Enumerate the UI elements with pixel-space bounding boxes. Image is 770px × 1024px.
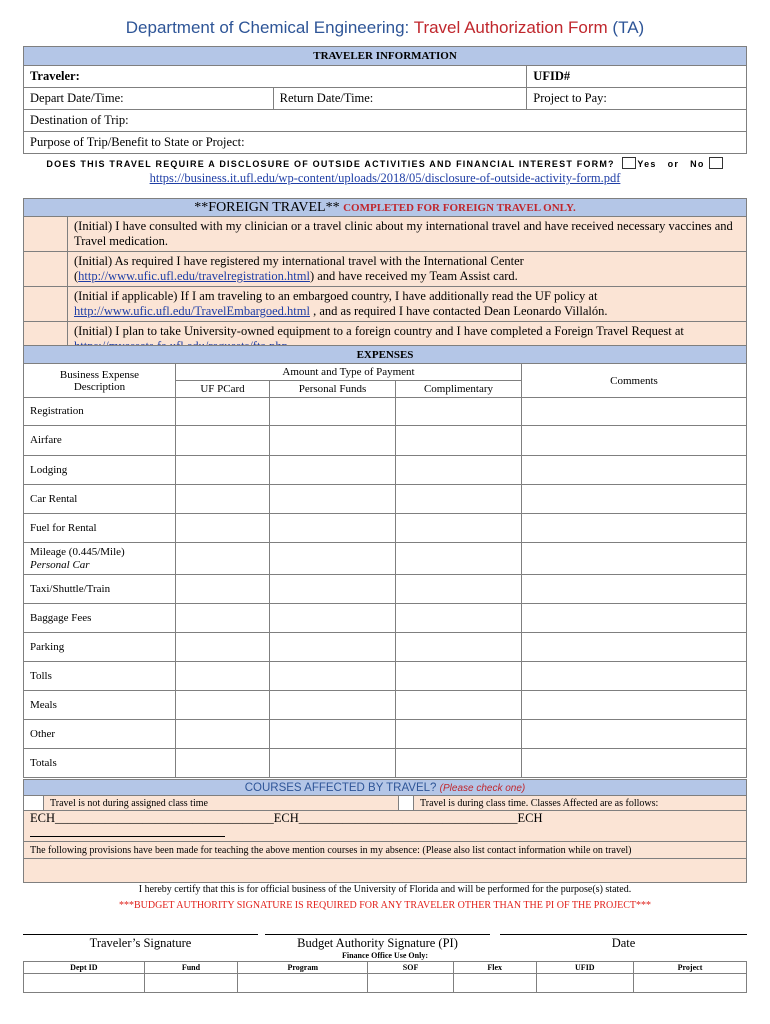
- expense-row: [24, 514, 747, 543]
- personal-cell[interactable]: [270, 398, 396, 426]
- expense-row: [24, 426, 747, 456]
- disclosure-no-label: No: [690, 159, 705, 169]
- finance-value-cell[interactable]: [368, 973, 453, 992]
- expense-row: [24, 485, 747, 514]
- finance-col-fund: Fund: [144, 961, 237, 973]
- traveler-signature-label: Traveler’s Signature: [89, 936, 192, 950]
- pcard-cell[interactable]: [176, 662, 270, 691]
- disclosure-or: or: [667, 159, 680, 169]
- personal-cell[interactable]: [270, 691, 396, 720]
- comments-cell[interactable]: [522, 514, 747, 543]
- disclosure-link[interactable]: https://business.it.ufl.edu/wp-content/uploads/2018/05/disclosure-of-outside-activity-form.pdf: [149, 171, 621, 185]
- comments-cell[interactable]: [522, 662, 747, 691]
- comments-cell[interactable]: [522, 749, 747, 778]
- comp-cell[interactable]: [396, 749, 522, 778]
- finance-value-cell[interactable]: [24, 973, 145, 992]
- during-label: Travel is during class time. Classes Affected are as follows:: [414, 796, 747, 811]
- budget-signature-label: Budget Authority Signature (PI): [297, 936, 458, 950]
- not-during-label: Travel is not during assigned class time: [44, 796, 399, 811]
- finance-value-cell[interactable]: [634, 973, 747, 992]
- personal-cell[interactable]: [270, 633, 396, 662]
- finance-col-flex: Flex: [453, 961, 536, 973]
- personal-cell[interactable]: [270, 662, 396, 691]
- expense-label: Mileage (0.445/Mile) Personal Car: [24, 543, 176, 575]
- pcard-cell[interactable]: [176, 691, 270, 720]
- col-comp: Complimentary: [396, 381, 522, 398]
- personal-cell[interactable]: [270, 720, 396, 749]
- expense-label: Car Rental: [24, 485, 176, 514]
- comments-cell[interactable]: [522, 604, 747, 633]
- expense-row: [24, 720, 747, 749]
- comp-cell[interactable]: [396, 633, 522, 662]
- comp-cell[interactable]: [396, 426, 522, 456]
- finance-value-cell[interactable]: [536, 973, 633, 992]
- traveler-info-table: [23, 46, 747, 154]
- personal-cell[interactable]: [270, 749, 396, 778]
- expense-label: Lodging: [24, 456, 176, 485]
- comp-cell[interactable]: [396, 720, 522, 749]
- courses-table: [23, 779, 747, 883]
- foreign-item-3: (Initial if applicable) If I am traveling to an embargoed country, I have additionally read the UF policy at http://www.ufic.ufl.edu/TravelEmbargoed.html , and as required I have contacted Dean Leonardo Villalón.: [68, 287, 747, 322]
- comments-cell[interactable]: [522, 485, 747, 514]
- courses-header: COURSES AFFECTED BY TRAVEL? (Please check one): [24, 780, 747, 796]
- expense-row: [24, 749, 747, 778]
- ufic-registration-link[interactable]: http://www.ufic.ufl.edu/travelregistration.html: [78, 269, 310, 283]
- expense-label: Fuel for Rental: [24, 514, 176, 543]
- pcard-cell[interactable]: [176, 514, 270, 543]
- expense-row: [24, 604, 747, 633]
- comments-cell[interactable]: [522, 575, 747, 604]
- finance-value-cell[interactable]: [453, 973, 536, 992]
- traveler-signature-line[interactable]: [23, 934, 258, 935]
- pcard-cell[interactable]: [176, 720, 270, 749]
- finance-value-cell[interactable]: [238, 973, 368, 992]
- title-abbr: (TA): [612, 18, 645, 37]
- comments-cell[interactable]: [522, 456, 747, 485]
- personal-cell[interactable]: [270, 543, 396, 575]
- pcard-cell[interactable]: [176, 543, 270, 575]
- finance-col-program: Program: [238, 961, 368, 973]
- comp-cell[interactable]: [396, 514, 522, 543]
- budget-warning: ***BUDGET AUTHORITY SIGNATURE IS REQUIRED FOR ANY TRAVELER OTHER THAN THE PI OF THE PROJECT***: [118, 900, 652, 911]
- personal-cell[interactable]: [270, 426, 396, 456]
- expense-label: Other: [24, 720, 176, 749]
- col-pcard: UF PCard: [176, 381, 270, 398]
- comments-cell[interactable]: [522, 691, 747, 720]
- return-field[interactable]: Return Date/Time:: [273, 88, 527, 110]
- comp-cell[interactable]: [396, 456, 522, 485]
- expense-row: [24, 633, 747, 662]
- project-field[interactable]: Project to Pay:: [527, 88, 747, 110]
- finance-col-project: Project: [634, 961, 747, 973]
- destination-field[interactable]: Destination of Trip:: [24, 110, 747, 132]
- purpose-field[interactable]: Purpose of Trip/Benefit to State or Project:: [24, 132, 747, 154]
- personal-cell[interactable]: [270, 604, 396, 633]
- pcard-cell[interactable]: [176, 426, 270, 456]
- expense-label: Totals: [24, 749, 176, 778]
- during-checkbox[interactable]: [399, 796, 414, 811]
- expense-row: [24, 691, 747, 720]
- not-during-checkbox[interactable]: [24, 796, 44, 811]
- comp-cell[interactable]: [396, 485, 522, 514]
- personal-cell[interactable]: [270, 456, 396, 485]
- comments-cell[interactable]: [522, 426, 747, 456]
- comments-cell[interactable]: [522, 720, 747, 749]
- expense-row: [24, 662, 747, 691]
- col-personal: Personal Funds: [270, 381, 396, 398]
- form-title: [0, 18, 770, 38]
- foreign-item-2: (Initial) As required I have registered my international travel with the International Center (http://www.ufic.ufl.edu/travelregistration.html) and have received my Team Assist card.: [68, 252, 747, 287]
- disclosure-yes-label: Yes: [637, 159, 657, 169]
- comments-cell[interactable]: [522, 543, 747, 575]
- comments-cell[interactable]: [522, 633, 747, 662]
- col-amount-type: Amount and Type of Payment: [176, 364, 522, 381]
- disclosure-yes-checkbox[interactable]: [622, 157, 636, 169]
- personal-cell[interactable]: [270, 485, 396, 514]
- budget-signature-line[interactable]: [265, 934, 490, 935]
- pcard-cell[interactable]: [176, 604, 270, 633]
- pcard-cell[interactable]: [176, 398, 270, 426]
- date-line[interactable]: [500, 934, 747, 935]
- finance-col-sof: SOF: [368, 961, 453, 973]
- comp-cell[interactable]: [396, 604, 522, 633]
- personal-cell[interactable]: [270, 575, 396, 604]
- expense-label: Registration: [24, 398, 176, 426]
- expense-row: [24, 398, 747, 426]
- comp-cell[interactable]: [396, 662, 522, 691]
- expenses-header: EXPENSES: [24, 346, 747, 364]
- col-business-expense: Business Expense Description: [24, 364, 176, 398]
- comp-cell[interactable]: [396, 691, 522, 720]
- finance-table: [23, 951, 747, 993]
- foreign-travel-table: [23, 198, 747, 357]
- expense-label: Airfare: [24, 426, 176, 456]
- title-dept: Department of Chemical Engineering:: [125, 18, 414, 37]
- finance-value-cell[interactable]: [144, 973, 237, 992]
- personal-cell[interactable]: [270, 514, 396, 543]
- foreign-header: **FOREIGN TRAVEL** COMPLETED FOR FOREIGN TRAVEL ONLY.: [24, 199, 747, 217]
- finance-col-dept-id: Dept ID: [24, 961, 145, 973]
- certify-text: I hereby certify that this is for official business of the University of Florida and will be performed for the purpose(s) stated.: [138, 884, 632, 895]
- foreign-initial-box-1[interactable]: [24, 217, 68, 252]
- expense-label: Parking: [24, 633, 176, 662]
- foreign-item-4: (Initial) I plan to take University-owned equipment to a foreign country and I have completed a Foreign Travel Request at: [68, 322, 747, 357]
- comp-cell[interactable]: [396, 575, 522, 604]
- expense-label: Baggage Fees: [24, 604, 176, 633]
- disclosure-question: DOES THIS TRAVEL REQUIRE A DISCLOSURE OF OUTSIDE ACTIVITIES AND FINANCIAL INTEREST FORM? Yes or No: [0, 157, 770, 169]
- provisions-field[interactable]: [24, 859, 747, 883]
- expenses-table: [23, 345, 747, 778]
- expense-row: [24, 575, 747, 604]
- foreign-subheader: COMPLETED FOR FOREIGN TRAVEL ONLY.: [343, 201, 576, 214]
- date-label: Date: [611, 936, 636, 950]
- expense-label: Taxi/Shuttle/Train: [24, 575, 176, 604]
- foreign-initial-box-3[interactable]: [24, 287, 68, 322]
- provisions-label: The following provisions have been made for teaching the above mention courses in my absence: (Please also list contact information while on travel): [24, 842, 747, 859]
- pcard-cell[interactable]: [176, 749, 270, 778]
- ufid-field[interactable]: UFID#: [527, 66, 747, 88]
- expense-row: [24, 543, 747, 575]
- depart-field[interactable]: Depart Date/Time:: [24, 88, 274, 110]
- foreign-initial-box-2[interactable]: [24, 252, 68, 287]
- pcard-cell[interactable]: [176, 485, 270, 514]
- title-form: Travel Authorization Form: [413, 18, 613, 37]
- comments-cell[interactable]: [522, 398, 747, 426]
- disclosure-no-checkbox[interactable]: [709, 157, 723, 169]
- expense-label: Meals: [24, 691, 176, 720]
- finance-header: Finance Office Use Only:: [342, 951, 428, 961]
- pcard-cell[interactable]: [176, 456, 270, 485]
- finance-col-ufid: UFID: [536, 961, 633, 973]
- pcard-cell[interactable]: [176, 633, 270, 662]
- col-comments: Comments: [522, 364, 747, 398]
- ufic-embargoed-link[interactable]: http://www.ufic.ufl.edu/TravelEmbargoed.html: [74, 304, 310, 318]
- pcard-cell[interactable]: [176, 575, 270, 604]
- comp-cell[interactable]: [396, 398, 522, 426]
- expense-label: Tolls: [24, 662, 176, 691]
- expense-row: [24, 456, 747, 485]
- comp-cell[interactable]: [396, 543, 522, 575]
- foreign-item-1: (Initial) I have consulted with my clinician or a travel clinic about my international travel and have received necessary vaccines and Travel medication.: [68, 217, 747, 252]
- affected-courses-line[interactable]: ECH___________________________________ECH___________________________________ECH: [24, 811, 747, 842]
- traveler-info-header: TRAVELER INFORMATION: [24, 47, 747, 66]
- traveler-field[interactable]: Traveler:: [24, 66, 527, 88]
